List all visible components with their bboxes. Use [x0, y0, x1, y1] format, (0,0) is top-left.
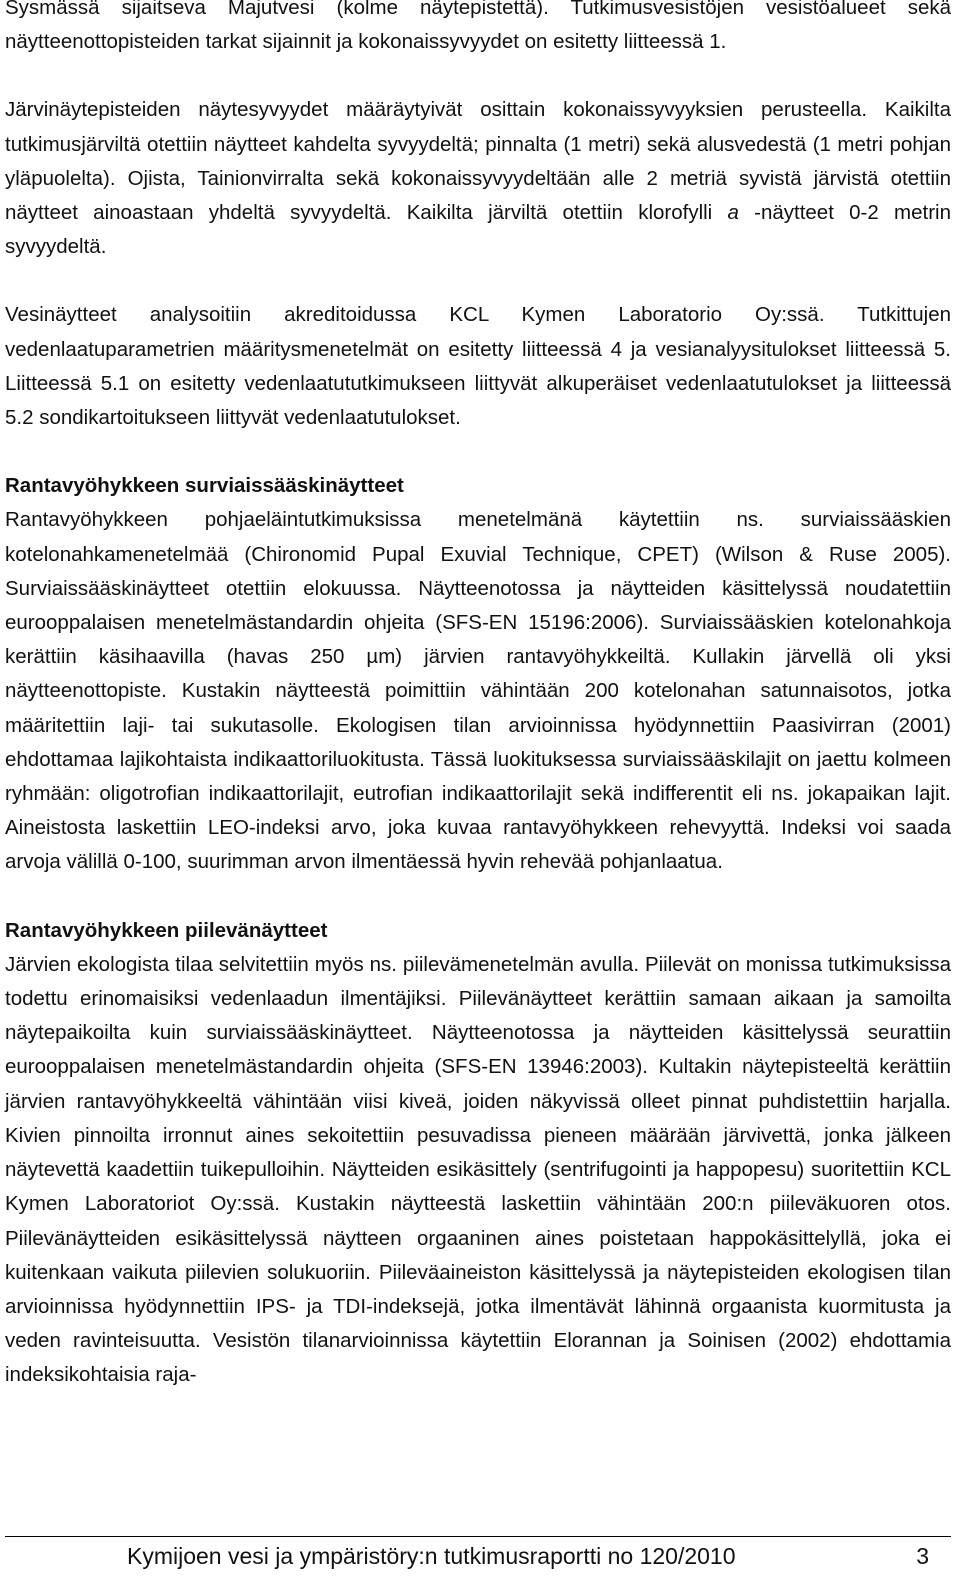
paragraph-sampling-depths — [5, 93, 951, 264]
paragraph-sampling-depths-text-a: Järvinäytepisteiden näytesyvyydet määräytyivät osittain kokonaissyvyyksien perusteella. Kaikilta tutkimusjärviltä otettiin näytteet kahdelta syvyydeltä; pinnalta (1 metri) sekä alusvedestä (1 metri pohjan yläpuolelta). Ojista, Tainionvirralta sekä kokonaissyvyydeltään alle 2 metriä syvistä järvistä otettiin näytteet ainoastaan yhdeltä syvyydeltä. Kaikilta järviltä otettiin klorofylli — [5, 98, 951, 225]
section-body-chironomid: Rantavyöhykkeen pohjaeläintutkimuksissa menetelmänä käytettiin ns. surviaissääskien kotelonahkamenetelmää (Chironomid Pupal Exuvial Technique, CPET) (Wilson & Ruse 2005). Surviaissääskinäytteet otettiin elokuussa. Näytteenotossa ja näytteiden käsittelyssä noudatettiin eurooppalaisen menetelmästandardin ohjeita (SFS-EN 15196:2006). Surviaissääskien kotelonahkoja kerättiin käsihaavilla (havas 250 µm) järvien rantavyöhykkeiltä. Kullakin järvellä oli yksi näytteenottopiste. Kustakin näytteestä poimittiin vähintään 200 kotelonahan satunnaisotos, jotka määritettiin laji- tai sukutasolle. Ekologisen tilan arvioinnissa hyödynnettiin Paasivirran (2001) ehdottamaa lajikohtaista indikaattoriluokitusta. Tässä luokituksessa surviaissääskilajit on jaettu kolmeen ryhmään: oligotrofian indikaattorilajit, eutrofian indikaattorilajit sekä indifferentit eli ns. jokapaikan lajit. Aineistosta laskettiin LEO-indeksi arvo, joka kuvaa rantavyöhykkeen rehevyyttä. Indeksi voi saada arvoja välillä 0-100, suurimman arvon ilmentäessä hyvin rehevää pohjanlaatua. — [5, 508, 951, 874]
paragraph-sampling-depths-text-b: -näytteet 0-2 metrin syvyydeltä. — [5, 201, 951, 259]
paragraph-site-description: Sysmässä sijaitseva Majutvesi (kolme näytepistettä). Tutkimusvesistöjen vesistöalueet sekä näytteenottopisteiden tarkat sijainnit ja kokonaissyvyydet on esitetty liitteessä 1. — [5, 0, 951, 54]
document-page — [5, 0, 951, 1393]
footer-title: Kymijoen vesi ja ympäristöry:n tutkimusraportti no 120/2010 — [127, 1543, 736, 1569]
page-number: 3 — [916, 1543, 929, 1569]
section-heading-chironomid: Rantavyöhykkeen surviaissääskinäytteet — [5, 474, 404, 498]
paragraph-water-analysis: Vesinäytteet analysoitiin akreditoidussa KCL Kymen Laboratorio Oy:ssä. Tutkittujen vedenlaatuparametrien määritysmenetelmät on esitetty liitteessä 4 ja vesianalyysitulokset liitteessä 5. Liitteessä 5.1 on esitetty vedenlaatututkimukseen liittyvät alkuperäiset vedenlaatutulokset ja liitteessä 5.2 sondikartoitukseen liittyvät vedenlaatutulokset. — [5, 303, 951, 430]
section-body-diatom: Järvien ekologista tilaa selvitettiin myös ns. piilevämenetelmän avulla. Piilevät on monissa tutkimuksissa todettu erinomaisiksi vedenlaadun ilmentäjiksi. Piilevänäytteet kerättiin samaan aikaan ja samoilta näytepaikoilta kuin surviaissääskinäytteet. Näytteenotossa ja näytteiden käsittelyssä seurattiin eurooppalaisen menetelmästandardin ohjeita (SFS-EN 13946:2003). Kultakin näytepisteeltä kerättiin järvien rantavyöhykkeeltä vähintään viisi kiveä, joiden näkyvissä olleet pinnat puhdistettiin harjalla. Kivien pinnoilta irronnut aines sekoitettiin pesuvadissa pieneen määrään järvivettä, jonka jälkeen näytevettä kaadettiin tuikepulloihin. Näytteiden esikäsittely (sentrifugointi ja happopesu) suoritettiin KCL Kymen Laboratoriot Oy:ssä. Kustakin näytteestä laskettiin vähintään 200:n piileväkuoren otos. Piilevänäytteiden esikäsittelyssä näytteen orgaaninen aines poistetaan happokäsittelyllä, joka ei kuitenkaan vaikuta piilevien solukuoriin. Piileväaineiston käsittelyssä ja näytepisteiden ekologisen tilan arvioinnissa hyödynnettiin IPS- ja TDI-indeksejä, jotka ilmentävät lähinnä orgaanista kuormitusta ja veden ravinteisuutta. Vesistön tilanarvioinnissa käytettiin Elorannan ja Soinisen (2002) ehdottamia indeksikohtaisia raja- — [5, 952, 951, 1387]
section-heading-diatom: Rantavyöhykkeen piilevänäytteet — [5, 918, 328, 942]
page-footer — [5, 1536, 951, 1578]
italic-a: a — [727, 201, 739, 225]
